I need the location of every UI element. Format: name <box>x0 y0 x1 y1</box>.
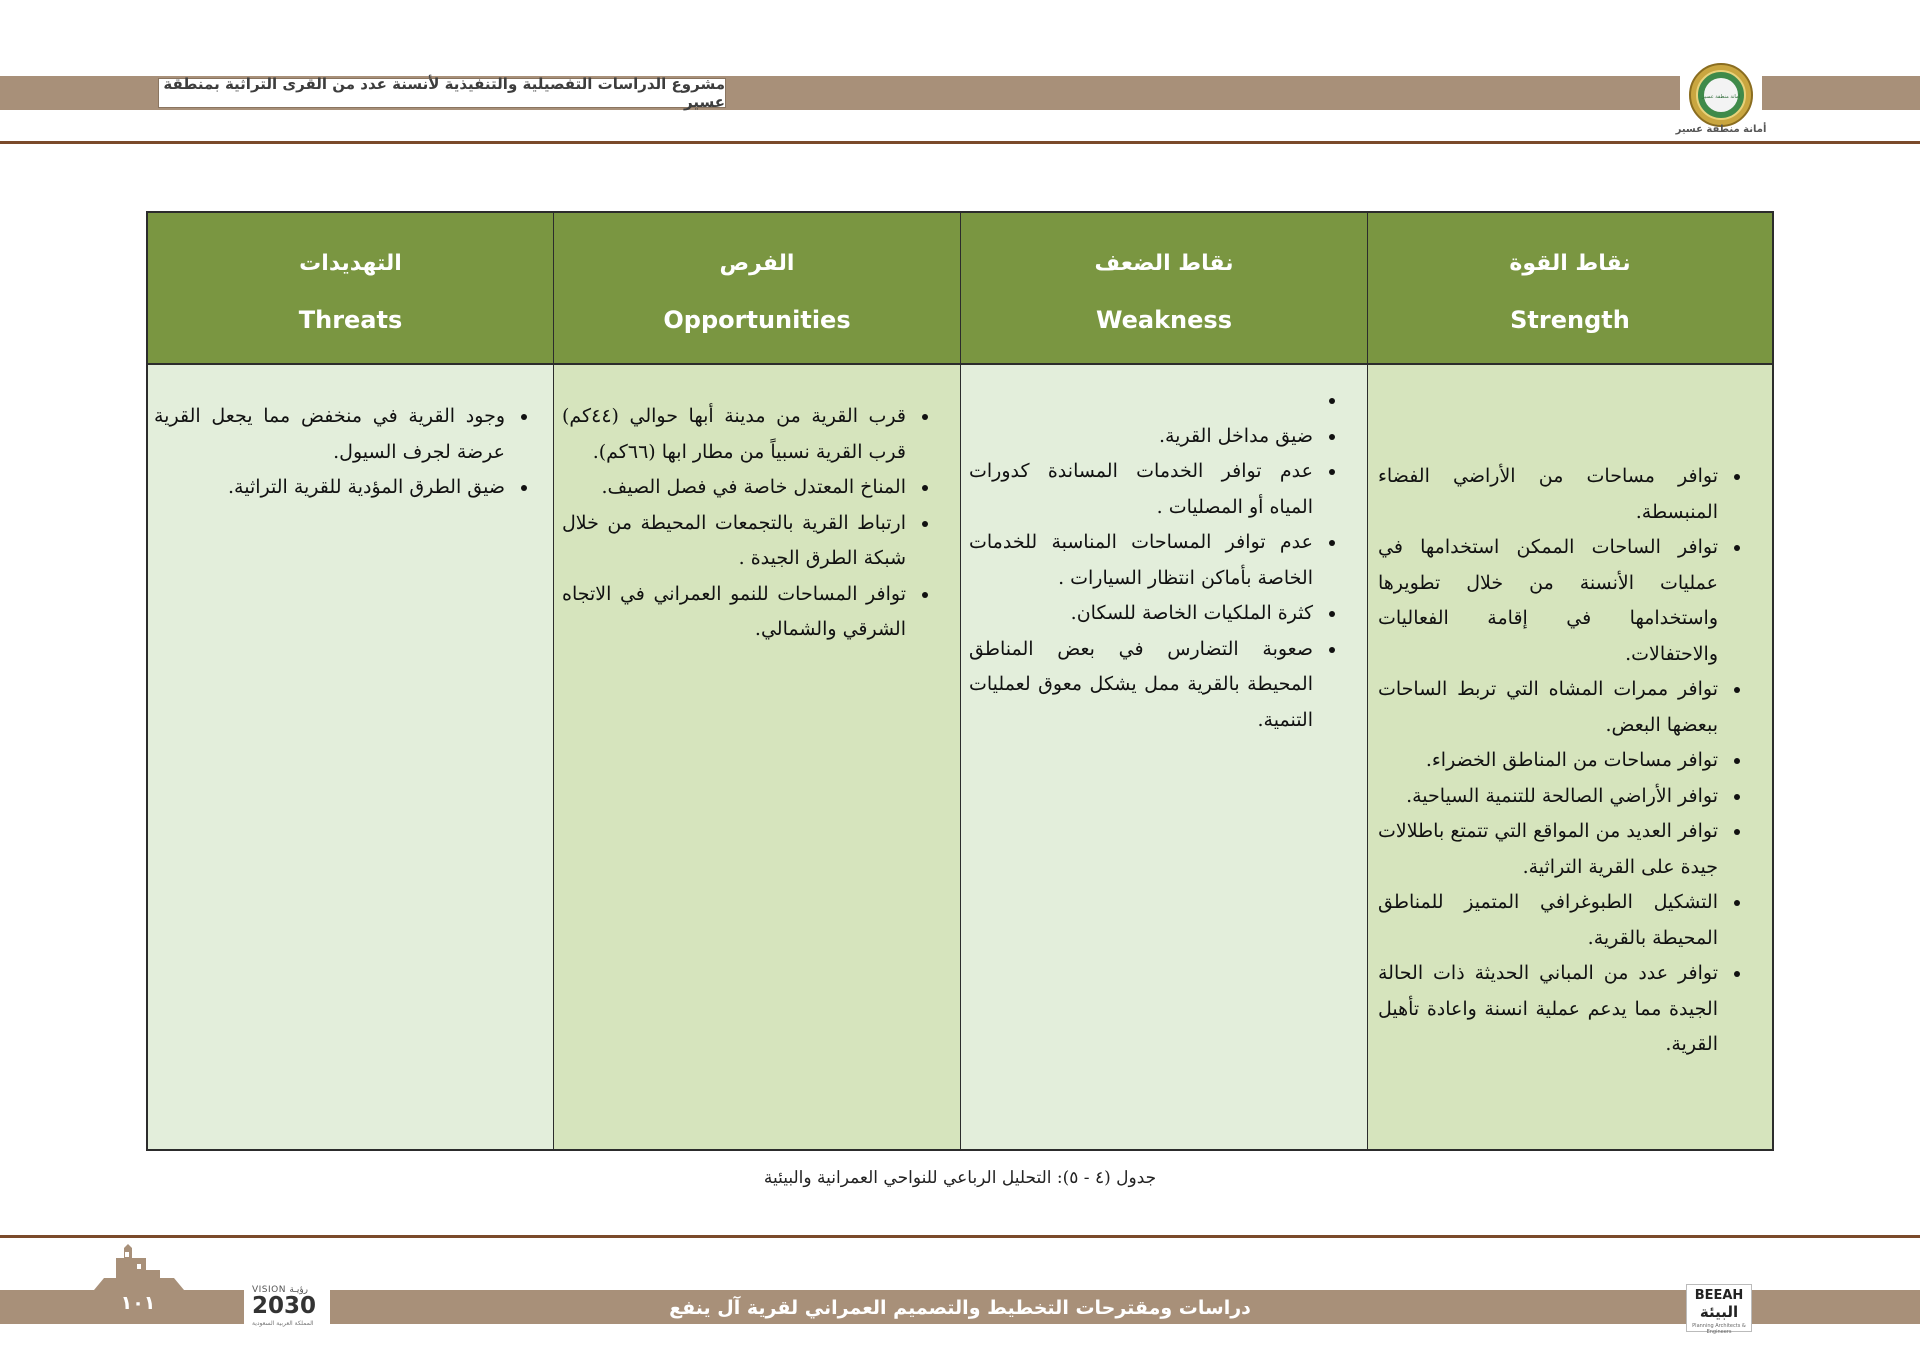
opportunities-en-title: Opportunities <box>663 306 851 334</box>
footer-rule <box>0 1235 1920 1238</box>
list-item: • توافر الأراضي الصالحة للتنمية السياحية. <box>1378 779 1722 815</box>
column-strength <box>1368 363 1772 1149</box>
beeah-en: BEEAH <box>1694 1288 1744 1303</box>
project-title: مشروع الدراسات التفصيلية والتنفيذية لأنسنة عدد من القرى التراثية بمنطقة عسير <box>158 78 726 108</box>
weakness-list <box>961 383 1367 738</box>
vision-2030-logo <box>244 1282 330 1332</box>
list-item: • توافر الساحات الممكن استخدامها في عمليات الأنسنة من خلال تطويرها واستخدامها في إقامة الفعاليات والاحتفالات. <box>1378 530 1722 672</box>
vision-country: المملكة العربية السعودية <box>252 1320 314 1327</box>
list-item: • عدم توافر الخدمات المساندة كدورات المياه أو المصليات . <box>969 454 1317 525</box>
amanah-logo <box>1688 62 1754 128</box>
beeah-tagline: Planning Architects & Engineers <box>1692 1323 1746 1335</box>
list-item: • توافر العديد من المواقع التي تتمتع باطلالات جيدة على القرية التراثية. <box>1378 814 1722 885</box>
header-strength <box>1368 213 1772 363</box>
list-item: • توافر مساحات من الأراضي الفضاء المنبسطة. <box>1378 459 1722 530</box>
threats-ar-title: التهديدات <box>299 251 402 276</box>
list-item: • صعوبة التضارس في بعض المناطق المحيطة بالقرية ممل يشكل معوق لعمليات التنمية. <box>969 632 1317 739</box>
list-item: • وجود القرية في منخفض مما يجعل القرية عرضة لجرف السيول. <box>154 399 509 470</box>
beeah-logo <box>1686 1284 1752 1335</box>
header-weakness <box>961 213 1368 363</box>
list-item: • ارتباط القرية بالتجمعات المحيطة من خلال شبكة الطرق الجيدة . <box>562 506 910 577</box>
list-item: • توافر مساحات من المناطق الخضراء. <box>1378 743 1722 779</box>
opportunities-list <box>554 399 960 648</box>
list-item: • قرب القرية من مدينة أبها حوالي (٤٤كم) قرب القرية نسبياً من مطار ابها (٦٦كم). <box>562 399 910 470</box>
column-weakness <box>961 363 1368 1149</box>
strength-ar-title: نقاط القوة <box>1509 251 1631 276</box>
header-threats <box>148 213 554 363</box>
strength-en-title: Strength <box>1510 306 1630 334</box>
threats-list <box>148 399 553 506</box>
list-item: • عدم توافر المساحات المناسبة للخدمات الخاصة بأماكن انتظار السيارات . <box>969 525 1317 596</box>
list-item: • كثرة الملكيات الخاصة للسكان. <box>969 596 1317 632</box>
table-caption: جدول (٤ - ٥): التحليل الرباعي للنواحي العمرانية والبيئية <box>763 1168 1157 1188</box>
column-threats <box>148 363 554 1149</box>
list-item: • المناخ المعتدل خاصة في فصل الصيف. <box>562 470 910 506</box>
list-item: • توافر عدد من المباني الحديثة ذات الحالة الجيدة مما يدعم عملية انسنة واعادة تأهيل القرية. <box>1378 956 1722 1063</box>
column-opportunities <box>554 363 961 1149</box>
logo-text: أمانة منطقة عسير <box>1701 94 1741 100</box>
threats-en-title: Threats <box>298 306 403 334</box>
header-rule <box>0 141 1920 144</box>
list-item <box>969 383 1317 419</box>
beeah-ar: البيئة <box>1699 1303 1739 1321</box>
logo-caption: أمانة منطقة عسير <box>1675 124 1767 135</box>
weakness-en-title: Weakness <box>1096 306 1232 334</box>
swot-table <box>146 211 1774 1151</box>
vision-label: VISION رؤيـة <box>252 1285 309 1295</box>
strength-list <box>1368 459 1772 1063</box>
heritage-building-icon <box>94 1240 184 1290</box>
list-item: • التشكيل الطبوغرافي المتميز للمناطق المحيطة بالقرية. <box>1378 885 1722 956</box>
list-item: • ضيق مداخل القرية. <box>969 419 1317 455</box>
opportunities-ar-title: الفرص <box>719 251 795 276</box>
footer-title: دراسات ومقترحات التخطيط والتصميم العمراني لقرية آل ينفع <box>669 1297 1251 1319</box>
list-item: • ضيق الطرق المؤدية للقرية التراثية. <box>154 470 509 506</box>
list-item: • توافر المساحات للنمو العمراني في الاتجاه الشرقي والشمالي. <box>562 577 910 648</box>
weakness-ar-title: نقاط الضعف <box>1094 251 1234 276</box>
header-opportunities <box>554 213 961 363</box>
page-number: ١٠١ <box>120 1292 156 1314</box>
list-item: • توافر ممرات المشاه التي تربط الساحات ببعضها البعض. <box>1378 672 1722 743</box>
vision-year: 2030 <box>252 1293 317 1319</box>
